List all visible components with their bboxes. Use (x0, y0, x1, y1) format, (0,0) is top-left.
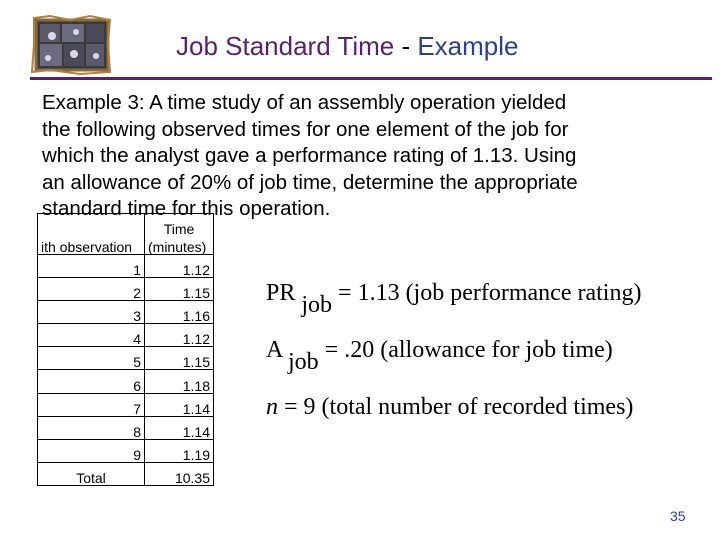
problem-statement: Example 3: A time study of an assembly operation yielded the following observed times for one element of the job for which the analyst gave a performance rating of 1.13. Using an allowance of 20% of job time, determine the appropriate standard time for this operation. (42, 91, 578, 220)
formula-performance-rating (266, 280, 641, 337)
time-cell: 1.14 (145, 393, 214, 416)
time-cell: 1.12 (145, 255, 214, 278)
obs-cell: 4 (38, 324, 145, 347)
obs-cell: 8 (38, 416, 145, 439)
obs-cell: 9 (38, 439, 145, 462)
formula-rhs: = .20 (allowance for job time) (324, 337, 613, 363)
header-observation: ith observation (38, 214, 145, 255)
formula-subscript: job (301, 292, 333, 318)
table-total-row (38, 462, 214, 485)
table-row (38, 439, 214, 462)
table-header-row (38, 214, 214, 255)
table-row (38, 301, 214, 324)
total-value: 10.35 (145, 462, 214, 485)
time-cell: 1.15 (145, 278, 214, 301)
formula-sample-size (266, 394, 641, 451)
formula-rhs: = 1.13 (job performance rating) (338, 280, 642, 306)
time-cell: 1.12 (145, 324, 214, 347)
table-row (38, 278, 214, 301)
title-separator: - (394, 31, 418, 61)
formula-block (266, 280, 641, 451)
time-cell: 1.15 (145, 347, 214, 370)
formula-lhs: A (266, 337, 283, 363)
page-title (176, 33, 519, 59)
observations-table (37, 213, 214, 486)
table-row (38, 393, 214, 416)
page-number: 35 (670, 508, 686, 524)
time-cell: 1.14 (145, 416, 214, 439)
formula-lhs: PR (266, 280, 296, 306)
formula-subscript: job (288, 349, 319, 375)
obs-cell: 7 (38, 393, 145, 416)
formula-lhs: n (266, 394, 278, 420)
header-time-line1: Time (163, 221, 195, 237)
time-cell: 1.18 (145, 370, 214, 393)
obs-cell: 1 (38, 255, 145, 278)
obs-cell: 3 (38, 301, 145, 324)
header-time-line2: (minutes) (148, 239, 207, 255)
obs-cell: 6 (38, 370, 145, 393)
header-time (145, 214, 214, 255)
formula-allowance (266, 337, 641, 394)
table-row (38, 416, 214, 439)
time-cell: 1.19 (145, 439, 214, 462)
time-cell: 1.16 (145, 301, 214, 324)
table-row (38, 255, 214, 278)
formula-rhs: = 9 (total number of recorded times) (284, 394, 634, 420)
title-divider (30, 77, 712, 80)
obs-cell: 2 (38, 278, 145, 301)
table-row (38, 370, 214, 393)
title-part1: Job Standard Time (176, 31, 395, 61)
table-row (38, 324, 214, 347)
obs-cell: 5 (38, 347, 145, 370)
total-label: Total (38, 462, 145, 485)
title-part2: Example (417, 31, 519, 61)
puzzle-logo-icon (30, 14, 112, 76)
table-row (38, 347, 214, 370)
